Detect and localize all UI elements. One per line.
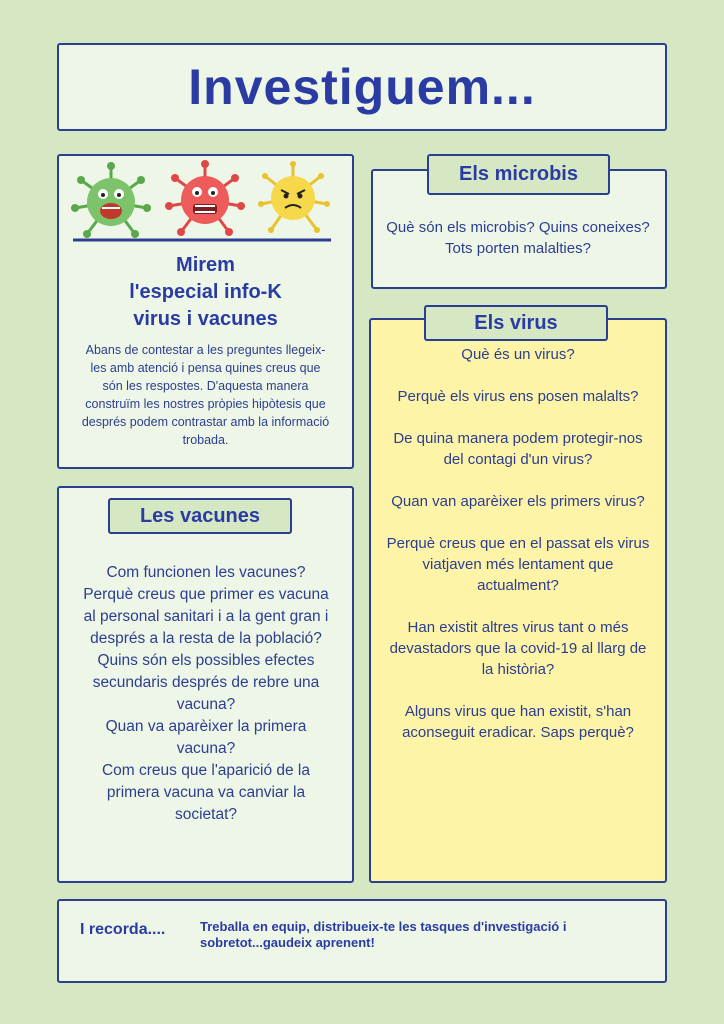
vacunes-question: Quan va aparèixer la primera vacuna? [105,718,307,757]
virus-question: Perquè creus que en el passat els virus viatjaven més lentament que actualment? [386,535,650,594]
virus-label: Els virus [424,305,608,341]
red-virus-icon [165,160,245,236]
virus-question: Què és un virus? [461,346,575,363]
footer-text: Treballa en equip, distribueix-te les tasques d'investigació i sobretot...gaudeix aprenent! [200,919,567,950]
info-heading-line: Mirem [176,254,235,276]
virus-illustration [67,158,337,244]
vacunes-question: Com creus que l'aparició de la primera vacuna va canviar la societat? [101,762,310,823]
vacunes-label: Les vacunes [108,498,292,534]
green-virus-icon [71,162,151,238]
info-heading-line: l'especial info-K [129,281,282,303]
virus-question: De quina manera podem protegir-nos del contagi d'un virus? [393,430,643,468]
vacunes-question: Com funcionen les vacunes? [106,564,306,581]
vacunes-question: Perquè creus que primer es vacuna al personal sanitari i a la gent gran i després a la resta de la població? [83,586,329,647]
virus-questions [384,344,652,764]
microbis-text: Què són els microbis? Quins coneixes? Tots porten malalties? [386,219,650,257]
page-title: Investiguem... [188,59,536,115]
virus-question: Han existit altres virus tant o més devastadors que la covid-19 al llarg de la història? [389,619,647,678]
yellow-virus-icon [258,161,330,233]
info-heading [59,252,352,333]
info-text: Abans de contestar a les preguntes llegeix-les amb atenció i pensa quines creus que són les respostes. D'aquesta manera construïm les nostres pròpies hipòtesis que després podem contrastar amb la informació trobada. [81,343,330,447]
footer-label: I recorda.... [80,921,166,938]
info-panel [57,154,354,469]
vacunes-questions [80,562,332,826]
vacunes-question: Quins són els possibles efectes secundaris després de rebre una vacuna? [92,652,320,713]
virus-question: Perquè els virus ens posen malalts? [397,388,639,405]
microbis-label: Els microbis [427,154,610,195]
info-heading-line: virus i vacunes [133,308,278,330]
virus-question: Alguns virus que han existit, s'han aconseguit eradicar. Saps perquè? [402,703,634,741]
title-box [57,43,667,131]
virus-question: Quan van aparèixer els primers virus? [391,493,645,510]
